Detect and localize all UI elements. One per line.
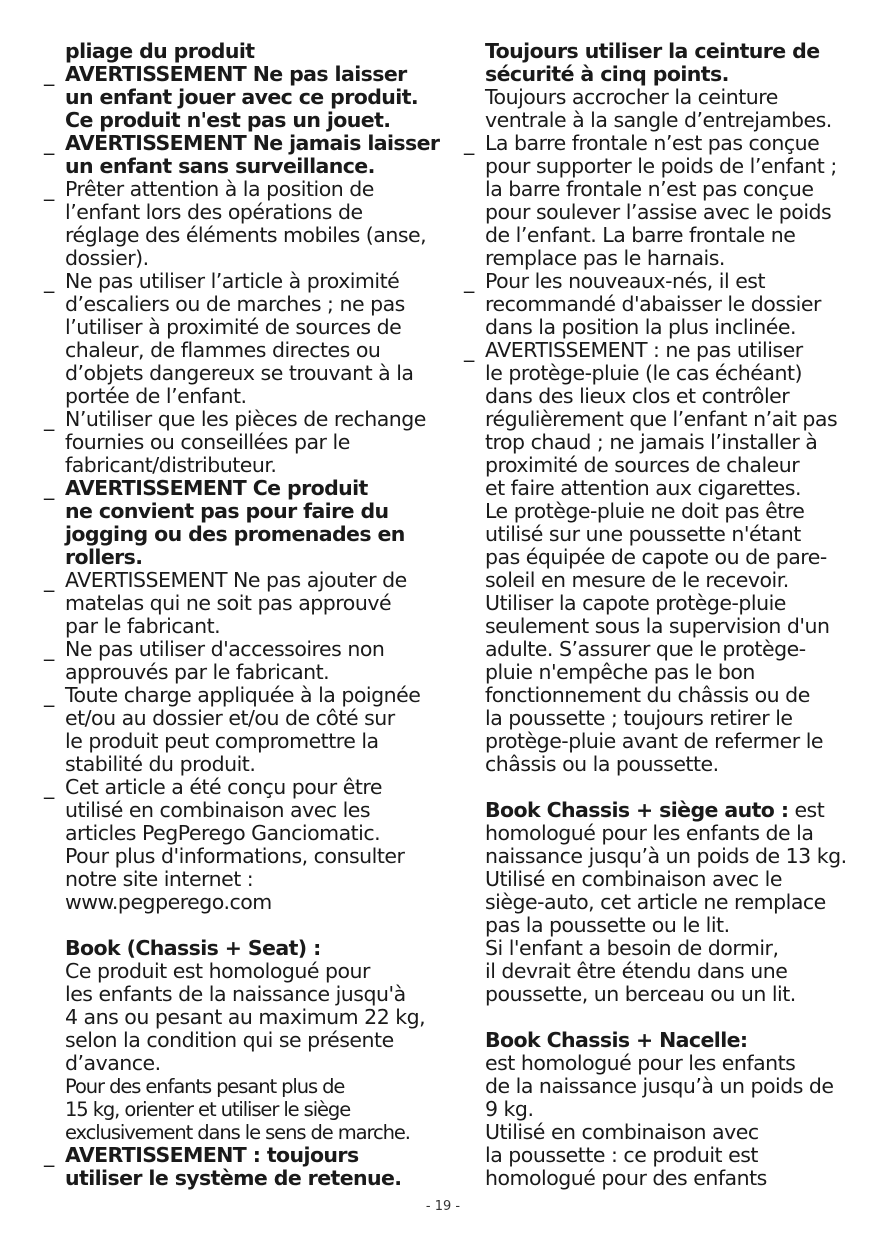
text-line [44, 1029, 436, 1052]
text-line [464, 707, 844, 730]
line-text: l’enfant lors des opérations de [65, 200, 363, 224]
text-line [464, 1075, 844, 1098]
line-text: Ne pas utiliser l’article à proximité [65, 269, 400, 293]
text-line [464, 523, 844, 546]
text-line [44, 1167, 436, 1190]
text-line [44, 201, 436, 224]
text-line [464, 799, 844, 822]
bullet-dash: _ [464, 338, 474, 362]
line-text: Ce produit n'est pas un jouet. [65, 108, 391, 132]
line-text: un enfant sans surveillance. [65, 154, 375, 178]
text-line [464, 569, 844, 592]
paragraph-gap [44, 914, 436, 937]
paragraph-gap [464, 776, 844, 799]
text-line [464, 1144, 844, 1167]
text-line [464, 661, 844, 684]
line-text: Prêter attention à la position de [65, 177, 374, 201]
text-line [44, 615, 436, 638]
bullet-dash: _ [44, 568, 54, 592]
line-text: Toute charge appliquée à la poignée [65, 683, 421, 707]
text-line [44, 431, 436, 454]
line-text: un enfant jouer avec ce produit. [65, 85, 419, 109]
text-line [44, 224, 436, 247]
bullet-dash: _ [44, 177, 54, 201]
text-line [464, 868, 844, 891]
bullet-dash: _ [464, 269, 474, 293]
text-line [44, 454, 436, 477]
text-line [44, 776, 436, 799]
text-line [464, 40, 844, 63]
text-line [464, 224, 844, 247]
text-line [44, 523, 436, 546]
line-text: Utiliser la capote protège-pluie [485, 591, 786, 615]
text-line [44, 247, 436, 270]
bullet-dash: _ [44, 269, 54, 293]
text-line [44, 362, 436, 385]
text-line [464, 293, 844, 316]
line-text: AVERTISSEMENT Ce produit [65, 476, 368, 500]
text-line [464, 1121, 844, 1144]
bullet-dash: _ [44, 683, 54, 707]
page-number: - 19 - [425, 1199, 461, 1214]
text-line [464, 86, 844, 109]
line-text: sécurité à cinq points. [485, 62, 729, 86]
line-text: siège-auto, cet article ne remplace [485, 890, 826, 914]
text-line [464, 316, 844, 339]
bullet-dash: _ [44, 62, 54, 86]
line-text: AVERTISSEMENT : toujours [65, 1143, 359, 1167]
line-text: Ce produit est homologué pour [65, 959, 370, 983]
line-text: Utilisé en combinaison avec [485, 1120, 759, 1144]
text-line [44, 891, 436, 914]
line-text: les enfants de la naissance jusqu'à [65, 982, 406, 1006]
text-line [464, 592, 844, 615]
text-line [464, 247, 844, 270]
line-text: châssis ou la poussette. [485, 752, 719, 776]
text-line [44, 661, 436, 684]
text-line [44, 592, 436, 615]
line-text: utiliser le système de retenue. [65, 1166, 402, 1190]
text-line [464, 1029, 844, 1052]
text-line [44, 753, 436, 776]
text-line [464, 454, 844, 477]
text-line [44, 63, 436, 86]
text-line [464, 500, 844, 523]
text-line [464, 546, 844, 569]
text-line [464, 362, 844, 385]
text-line [44, 477, 436, 500]
text-line [44, 1075, 436, 1098]
text-line [44, 1098, 436, 1121]
bullet-dash: _ [464, 131, 474, 155]
line-text: il devrait être étendu dans une [485, 959, 788, 983]
text-line [44, 109, 436, 132]
text-line [44, 86, 436, 109]
line-text: Cet article a été conçu pour être [65, 775, 382, 799]
line-text: Book Chassis + Nacelle: [485, 1028, 748, 1052]
line-text: N’utiliser que les pièces de rechange [65, 407, 426, 431]
line-text: d’avance. [65, 1051, 161, 1075]
text-line [464, 730, 844, 753]
line-text: Le protège-pluie ne doit pas être [485, 499, 805, 523]
text-line [44, 131, 440, 155]
line-text: Pour des enfants pesant plus de [65, 1075, 345, 1098]
text-line [44, 799, 436, 822]
text-line [464, 178, 844, 201]
text-line [44, 1144, 436, 1167]
text-line [44, 707, 436, 730]
text-line [464, 937, 844, 960]
text-line [464, 983, 844, 1006]
line-text: dossier). [65, 246, 149, 270]
bullet-dash: _ [44, 476, 54, 500]
line-text: pour soulever l’assise avec le poids [485, 200, 832, 224]
line-text: soleil en mesure de le recevoir. [485, 568, 789, 592]
line-text: portée de l’enfant. [65, 384, 247, 408]
text-line [464, 155, 844, 178]
line-text: Toujours accrocher la ceinture [485, 85, 778, 109]
line-text: et/ou au dossier et/ou de côté sur [65, 706, 395, 730]
text-line [44, 1052, 436, 1075]
line-text: stabilité du produit. [65, 752, 256, 776]
line-text: selon la condition qui se présente [65, 1028, 394, 1052]
text-line [464, 638, 844, 661]
line-text: pluie n'empêche pas le bon [485, 660, 755, 684]
line-text: recommandé d'abaisser le dossier [485, 292, 821, 316]
text-line [464, 615, 844, 638]
bullet-dash: _ [44, 407, 54, 431]
text-line [44, 339, 436, 362]
text-line [464, 63, 844, 86]
text-line [44, 155, 436, 178]
line-text: notre site internet : [65, 867, 254, 891]
line-text: de la naissance jusqu’à un poids de [485, 1074, 834, 1098]
text-line [44, 730, 436, 753]
text-line [44, 937, 436, 960]
line-text: homologué pour des enfants [485, 1166, 767, 1190]
line-text: régulièrement que l’enfant n’ait pas [485, 407, 838, 431]
line-text: naissance jusqu’à un poids de 13 kg. [485, 844, 847, 868]
line-text: Pour plus d'informations, consulter [65, 844, 405, 868]
line-text: et faire attention aux cigarettes. [485, 476, 801, 500]
text-line [44, 638, 436, 661]
text-line [464, 891, 844, 914]
line-text: la poussette : ce produit est [485, 1143, 758, 1167]
bullet-dash: _ [44, 775, 54, 799]
text-line [44, 40, 436, 63]
text-line [464, 822, 844, 845]
line-text: homologué pour les enfants de la [485, 821, 814, 845]
line-text: la poussette ; toujours retirer le [485, 706, 793, 730]
line-text: Book (Chassis + Seat) : [65, 936, 321, 960]
line-text: par le fabricant. [65, 614, 221, 638]
line-text: AVERTISSEMENT Ne jamais laisser [65, 131, 440, 155]
text-line [44, 684, 436, 707]
line-text: est homologué pour les enfants [485, 1051, 796, 1075]
text-line [464, 844, 847, 868]
text-line [464, 385, 844, 408]
line-text: seulement sous la supervision d'un [485, 614, 830, 638]
line-text: adulte. S’assurer que le protège- [485, 637, 806, 661]
line-text: approuvés par le fabricant. [65, 660, 330, 684]
text-line [44, 316, 436, 339]
line-text-rest: est [788, 798, 825, 822]
text-line [44, 270, 436, 293]
line-text: Ne pas utiliser d'accessoires non [65, 637, 385, 661]
text-line [44, 178, 436, 201]
line-text: pas la poussette ou le lit. [485, 913, 730, 937]
text-line [44, 845, 436, 868]
line-text: la barre frontale n’est pas conçue [485, 177, 814, 201]
bullet-dash: _ [44, 637, 54, 661]
line-text: Si l'enfant a besoin de dormir, [485, 936, 779, 960]
line-text: matelas qui ne soit pas approuvé [65, 591, 392, 615]
line-text: l’utiliser à proximité de sources de [65, 315, 402, 339]
text-line [464, 960, 844, 983]
line-text: 4 ans ou pesant au maximum 22 kg, [65, 1005, 426, 1029]
line-text: proximité de sources de chaleur [485, 453, 800, 477]
line-text: ventrale à la sangle d’entrejambes. [485, 108, 832, 132]
left-column [44, 39, 440, 1190]
line-text: exclusivement dans le sens de marche. [65, 1121, 410, 1144]
line-text: d’objets dangereux se trouvant à la [65, 361, 414, 385]
text-line [44, 1121, 436, 1144]
text-line [44, 1006, 436, 1029]
text-line [464, 431, 844, 454]
line-text: AVERTISSEMENT Ne pas ajouter de [65, 568, 407, 592]
line-text: ne convient pas pour faire du [65, 499, 389, 523]
text-line [464, 753, 844, 776]
text-line [464, 914, 844, 937]
text-line [44, 983, 436, 1006]
line-text: Toujours utiliser la ceinture de [485, 39, 820, 63]
text-line [464, 684, 844, 707]
text-line [464, 477, 844, 500]
line-text: protège-pluie avant de refermer le [485, 729, 823, 753]
line-text: 15 kg, orienter et utiliser le siège [65, 1098, 351, 1121]
text-line [464, 201, 844, 224]
bullet-dash: _ [44, 1143, 54, 1167]
line-text: le protège-pluie (le cas échéant) [485, 361, 802, 385]
text-line [44, 385, 436, 408]
line-text: jogging ou des promenades en [65, 522, 405, 546]
line-text: articles PegPerego Ganciomatic. [65, 821, 381, 845]
line-text: dans la position la plus inclinée. [485, 315, 797, 339]
text-line [464, 339, 844, 362]
text-line [44, 500, 436, 523]
text-line [44, 408, 436, 431]
line-text: le produit peut compromettre la [65, 729, 379, 753]
text-line [44, 293, 436, 316]
text-line [464, 408, 844, 431]
line-text: trop chaud ; ne jamais l’installer à [485, 430, 818, 454]
line-text: remplace pas le harnais. [485, 246, 725, 270]
line-text: chaleur, de flammes directes ou [65, 338, 381, 362]
text-line [44, 546, 436, 569]
line-text: fonctionnement du châssis ou de [485, 683, 810, 707]
line-text: fournies ou conseillées par le [65, 430, 350, 454]
bullet-dash: _ [44, 131, 54, 155]
line-text: 9 kg. [485, 1097, 534, 1121]
line-text: AVERTISSEMENT : ne pas utiliser [485, 338, 803, 362]
line-text: poussette, un berceau ou un lit. [485, 982, 796, 1006]
text-line [464, 1098, 844, 1121]
line-text: fabricant/distributeur. [65, 453, 277, 477]
text-line [44, 868, 436, 891]
line-text: réglage des éléments mobiles (anse, [65, 223, 427, 247]
line-text: pour supporter le poids de l’enfant ; [485, 154, 837, 178]
line-text: utilisé en combinaison avec les [65, 798, 371, 822]
line-text: d’escaliers ou de marches ; ne pas [65, 292, 405, 316]
line-text: utilisé sur une poussette n'étant [485, 522, 801, 546]
text-line [464, 1167, 844, 1190]
line-text: pas équipée de capote ou de pare- [485, 545, 827, 569]
text-line [44, 822, 436, 845]
line-text: Pour les nouveaux-nés, il est [485, 269, 766, 293]
line-text: www.pegperego.com [65, 890, 272, 914]
line-text: La barre frontale n’est pas conçue [485, 131, 820, 155]
text-line [464, 109, 844, 132]
text-line [464, 270, 844, 293]
line-text: de l’enfant. La barre frontale ne [485, 223, 796, 247]
text-line [44, 960, 436, 983]
line-text: Book Chassis + siège auto : [485, 798, 789, 822]
text-line [44, 569, 436, 592]
paragraph-gap [464, 1006, 844, 1029]
line-text: AVERTISSEMENT Ne pas laisser [65, 62, 407, 86]
line-text: Utilisé en combinaison avec le [485, 867, 782, 891]
right-column [464, 39, 847, 1190]
line-text: rollers. [65, 545, 143, 569]
line-text: pliage du produit [65, 39, 255, 63]
text-line [464, 132, 844, 155]
text-line [464, 1052, 844, 1075]
line-text: dans des lieux clos et contrôler [485, 384, 790, 408]
